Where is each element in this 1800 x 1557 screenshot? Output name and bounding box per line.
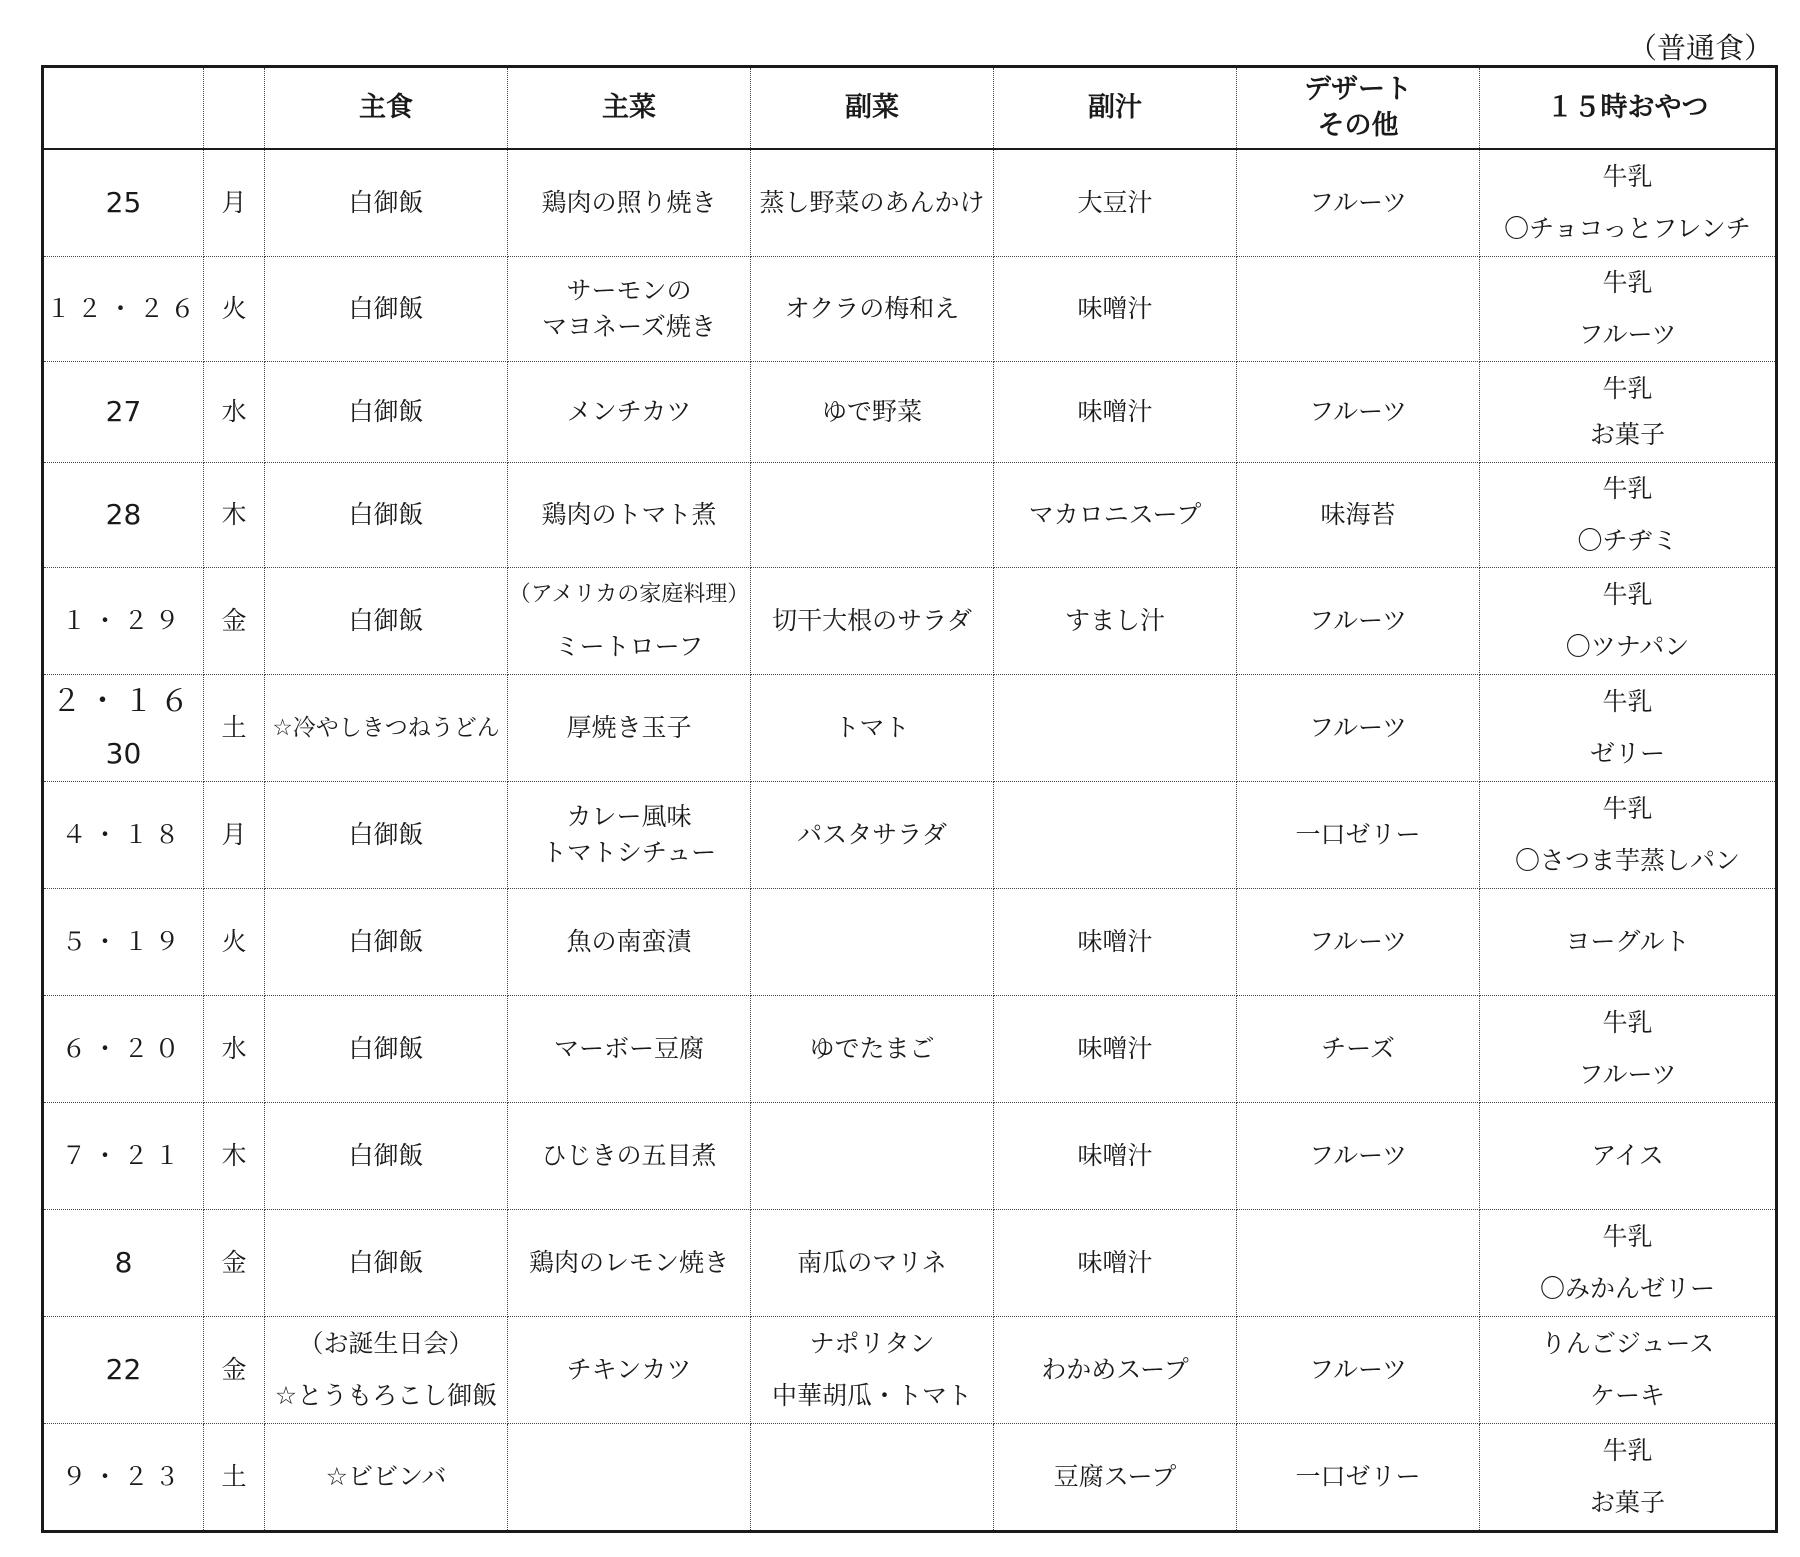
main-cell xyxy=(508,1424,751,1532)
date-cell: ９・２３ xyxy=(43,1424,204,1532)
side-cell xyxy=(751,1424,994,1532)
side-cell: ゆでたまご xyxy=(751,996,994,1103)
dessert-cell: フルーツ xyxy=(1237,568,1480,675)
side-cell: オクラの梅和え xyxy=(751,257,994,362)
date-cell: ２・１６ 30 xyxy=(43,675,204,782)
staple-cell: （お誕生日会） ☆とうもろこし御飯 xyxy=(265,1317,508,1424)
dessert-cell xyxy=(1237,1210,1480,1317)
menu-type-label: （普通食） xyxy=(1628,31,1774,65)
staple-cell: 白御飯 xyxy=(265,889,508,996)
date-cell: ７・２１ xyxy=(43,1103,204,1210)
header-day xyxy=(204,67,265,150)
snack-cell: ヨーグルト xyxy=(1480,889,1777,996)
soup-cell: マカロニスープ xyxy=(994,463,1237,568)
day-cell: 土 xyxy=(204,675,265,782)
side-cell: 蒸し野菜のあんかけ xyxy=(751,149,994,257)
staple-cell: 白御飯 xyxy=(265,149,508,257)
date-cell: 28 xyxy=(43,463,204,568)
staple-cell: 白御飯 xyxy=(265,568,508,675)
side-cell xyxy=(751,1103,994,1210)
table-row xyxy=(43,362,1777,463)
staple-cell: 白御飯 xyxy=(265,362,508,463)
side-cell: ゆで野菜 xyxy=(751,362,994,463)
table-row xyxy=(43,889,1777,996)
dessert-cell: フルーツ xyxy=(1237,1103,1480,1210)
snack-cell: アイス xyxy=(1480,1103,1777,1210)
main-cell: 厚焼き玉子 xyxy=(508,675,751,782)
side-cell: ナポリタン 中華胡瓜・トマト xyxy=(751,1317,994,1424)
header-snack: １５時おやつ xyxy=(1480,67,1777,150)
soup-cell xyxy=(994,675,1237,782)
day-cell: 金 xyxy=(204,1317,265,1424)
table-row xyxy=(43,257,1777,362)
header-date xyxy=(43,67,204,150)
header-staple: 主食 xyxy=(265,67,508,150)
snack-cell: 牛乳 フルーツ xyxy=(1480,996,1777,1103)
table-row xyxy=(43,1210,1777,1317)
soup-cell xyxy=(994,782,1237,889)
date-cell: 25 xyxy=(43,149,204,257)
day-cell: 木 xyxy=(204,1103,265,1210)
header-dessert: デザート その他 xyxy=(1237,67,1480,150)
header-soup: 副汁 xyxy=(994,67,1237,150)
table-row xyxy=(43,568,1777,675)
snack-cell: 牛乳 〇みかんゼリー xyxy=(1480,1210,1777,1317)
main-cell: サーモンの マヨネーズ焼き xyxy=(508,257,751,362)
soup-cell: 豆腐スープ xyxy=(994,1424,1237,1532)
dessert-cell: 一口ゼリー xyxy=(1237,1424,1480,1532)
snack-cell: 牛乳 お菓子 xyxy=(1480,1424,1777,1532)
side-cell: トマト xyxy=(751,675,994,782)
day-cell: 土 xyxy=(204,1424,265,1532)
day-cell: 月 xyxy=(204,149,265,257)
table-row xyxy=(43,1317,1777,1424)
snack-cell: 牛乳 〇チョコっとフレンチ xyxy=(1480,149,1777,257)
dessert-cell: チーズ xyxy=(1237,996,1480,1103)
soup-cell: 味噌汁 xyxy=(994,1103,1237,1210)
dessert-cell: フルーツ xyxy=(1237,675,1480,782)
main-cell: マーボー豆腐 xyxy=(508,996,751,1103)
dessert-cell: フルーツ xyxy=(1237,1317,1480,1424)
dessert-cell: フルーツ xyxy=(1237,362,1480,463)
staple-cell: 白御飯 xyxy=(265,257,508,362)
table-row xyxy=(43,675,1777,782)
soup-cell: すまし汁 xyxy=(994,568,1237,675)
main-cell: チキンカツ xyxy=(508,1317,751,1424)
staple-cell: ☆ビビンバ xyxy=(265,1424,508,1532)
day-cell: 木 xyxy=(204,463,265,568)
day-cell: 月 xyxy=(204,782,265,889)
snack-cell: 牛乳 〇ツナパン xyxy=(1480,568,1777,675)
main-cell: 鶏肉のトマト煮 xyxy=(508,463,751,568)
dessert-cell: フルーツ xyxy=(1237,889,1480,996)
staple-cell: 白御飯 xyxy=(265,463,508,568)
soup-cell: 味噌汁 xyxy=(994,362,1237,463)
snack-cell: 牛乳 〇チヂミ xyxy=(1480,463,1777,568)
table-row xyxy=(43,149,1777,257)
main-cell: 鶏肉の照り焼き xyxy=(508,149,751,257)
main-cell: 鶏肉のレモン焼き xyxy=(508,1210,751,1317)
main-cell: メンチカツ xyxy=(508,362,751,463)
dessert-cell: 一口ゼリー xyxy=(1237,782,1480,889)
table-row xyxy=(43,1424,1777,1532)
snack-cell: 牛乳 フルーツ xyxy=(1480,257,1777,362)
soup-cell: わかめスープ xyxy=(994,1317,1237,1424)
soup-cell: 味噌汁 xyxy=(994,889,1237,996)
snack-cell: 牛乳 〇さつま芋蒸しパン xyxy=(1480,782,1777,889)
date-cell: 22 xyxy=(43,1317,204,1424)
main-cell: ひじきの五目煮 xyxy=(508,1103,751,1210)
table-row xyxy=(43,996,1777,1103)
header-main-dish: 主菜 xyxy=(508,67,751,150)
main-cell: カレー風味 トマトシチュー xyxy=(508,782,751,889)
staple-cell: 白御飯 xyxy=(265,996,508,1103)
main-cell: 魚の南蛮漬 xyxy=(508,889,751,996)
side-cell: パスタサラダ xyxy=(751,782,994,889)
staple-cell: 白御飯 xyxy=(265,782,508,889)
soup-cell: 大豆汁 xyxy=(994,149,1237,257)
day-cell: 金 xyxy=(204,568,265,675)
staple-cell: 白御飯 xyxy=(265,1103,508,1210)
soup-cell: 味噌汁 xyxy=(994,996,1237,1103)
snack-cell: りんごジュース ケーキ xyxy=(1480,1317,1777,1424)
date-cell: 8 xyxy=(43,1210,204,1317)
snack-cell: 牛乳 お菓子 xyxy=(1480,362,1777,463)
staple-cell: ☆冷やしきつねうどん xyxy=(265,675,508,782)
side-cell xyxy=(751,889,994,996)
day-cell: 金 xyxy=(204,1210,265,1317)
table-row xyxy=(43,782,1777,889)
day-cell: 火 xyxy=(204,889,265,996)
day-cell: 火 xyxy=(204,257,265,362)
date-cell: ４・１８ xyxy=(43,782,204,889)
header-side-dish: 副菜 xyxy=(751,67,994,150)
header-row xyxy=(43,67,1777,150)
date-cell: ５・１９ xyxy=(43,889,204,996)
date-cell: ６・２０ xyxy=(43,996,204,1103)
date-cell: １・２９ xyxy=(43,568,204,675)
side-cell xyxy=(751,463,994,568)
snack-cell: 牛乳 ゼリー xyxy=(1480,675,1777,782)
day-cell: 水 xyxy=(204,996,265,1103)
date-cell: １２・２６ xyxy=(43,257,204,362)
date-cell: 27 xyxy=(43,362,204,463)
day-cell: 水 xyxy=(204,362,265,463)
staple-cell: 白御飯 xyxy=(265,1210,508,1317)
dessert-cell xyxy=(1237,257,1480,362)
soup-cell: 味噌汁 xyxy=(994,1210,1237,1317)
soup-cell: 味噌汁 xyxy=(994,257,1237,362)
table-row xyxy=(43,463,1777,568)
dessert-cell: 味海苔 xyxy=(1237,463,1480,568)
meal-menu-table xyxy=(41,65,1778,1533)
dessert-cell: フルーツ xyxy=(1237,149,1480,257)
main-cell: （アメリカの家庭料理） ミートローフ xyxy=(508,568,751,675)
side-cell: 切干大根のサラダ xyxy=(751,568,994,675)
table-row xyxy=(43,1103,1777,1210)
side-cell: 南瓜のマリネ xyxy=(751,1210,994,1317)
